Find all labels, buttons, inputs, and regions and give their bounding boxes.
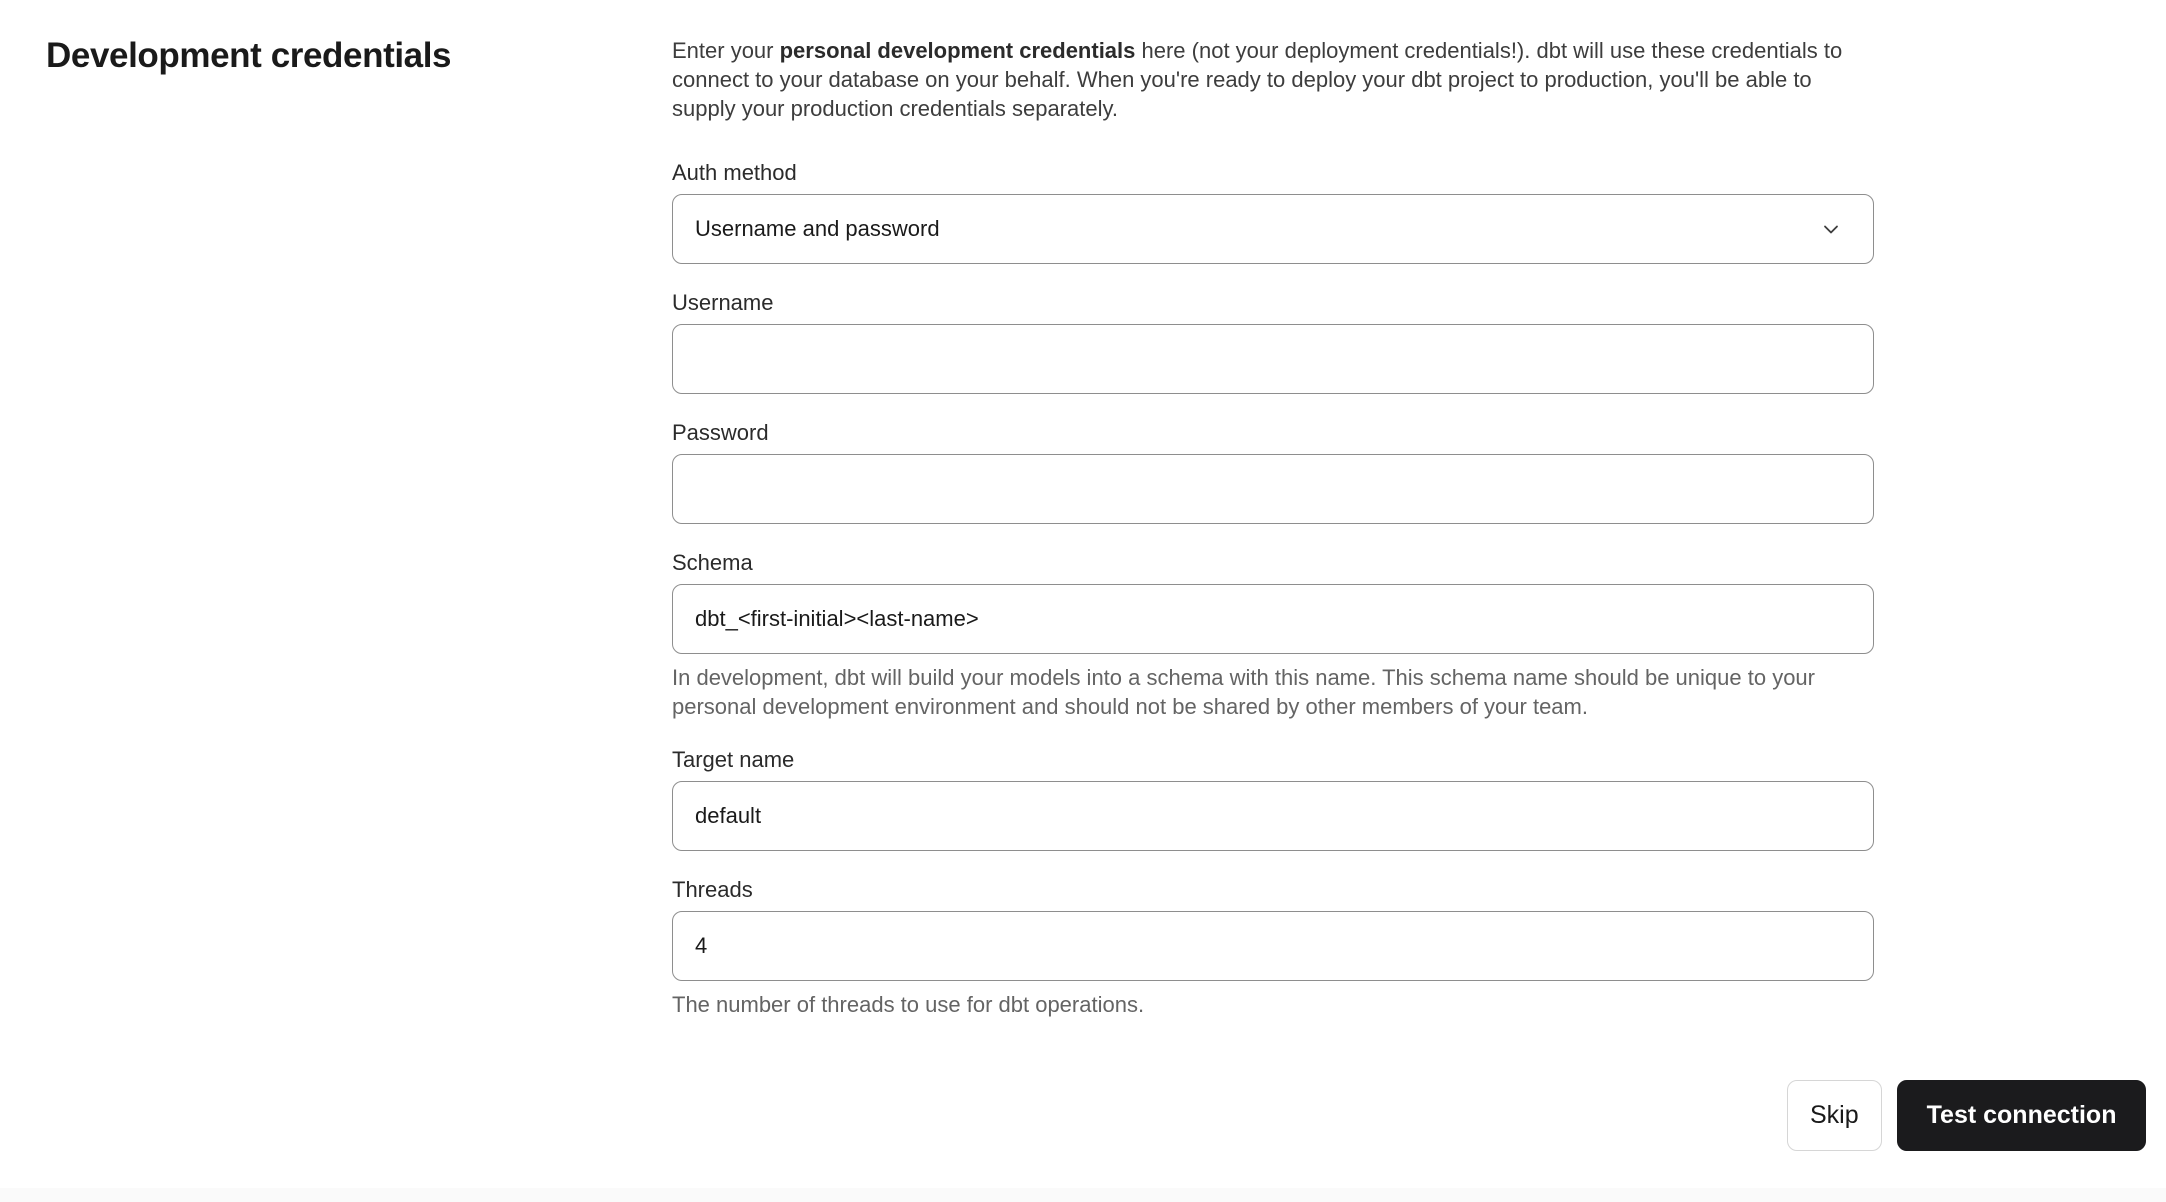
description [672,36,1874,123]
credentials-form [672,36,1874,1019]
schema-input[interactable] [672,584,1874,654]
description-prefix: Enter your [672,38,780,63]
schema-helper-text: In development, dbt will build your models into a schema with this name. This schema name should be unique to your personal development environment and should not be shared by other members of your team. [672,665,1815,719]
bottom-edge-strip [0,1188,2166,1202]
target-name-label: Target name [672,747,795,772]
threads-input[interactable] [672,911,1874,981]
password-input[interactable] [672,454,1874,524]
target-name-field [672,746,1874,851]
test-connection-button[interactable]: Test connection [1897,1080,2147,1151]
threads-label: Threads [672,877,753,902]
auth-method-selected-value: Username and password [695,216,940,241]
target-name-input[interactable] [672,781,1874,851]
username-field [672,289,1874,394]
page-title: Development credentials [46,36,452,75]
threads-field [672,876,1874,1019]
form-actions [1787,1080,2146,1151]
schema-label: Schema [672,550,753,575]
auth-method-select[interactable] [672,194,1874,264]
auth-method-label: Auth method [672,160,797,185]
schema-field [672,549,1874,721]
threads-helper-text: The number of threads to use for dbt operations. [672,992,1145,1017]
username-label: Username [672,290,774,315]
description-bold: personal development credentials [779,38,1136,63]
description-suffix: here (not your deployment credentials!). dbt will use these credentials to connect to your database on your behalf. When you're ready to deploy your dbt project to production, you'll be able to supply your production credentials separately. [672,38,1843,121]
username-input[interactable] [672,324,1874,394]
chevron-down-icon [1819,217,1843,241]
skip-button[interactable]: Skip [1787,1080,1882,1151]
auth-method-field [672,159,1874,264]
password-label: Password [672,420,769,445]
password-field [672,419,1874,524]
